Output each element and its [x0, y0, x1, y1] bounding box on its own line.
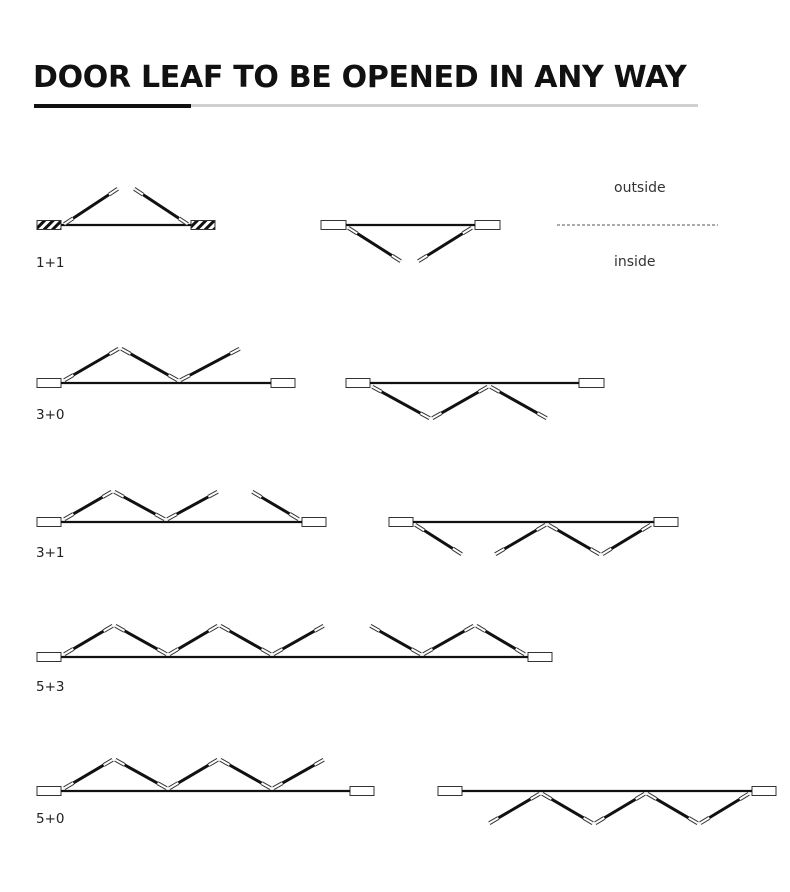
door-leaf — [73, 195, 109, 219]
door-post — [37, 518, 61, 527]
door-leaf — [143, 195, 179, 219]
legend-inside: inside — [614, 254, 656, 270]
door-post — [389, 518, 413, 527]
door-leaf — [73, 497, 102, 514]
door-leaf — [441, 392, 478, 413]
door-leaf — [124, 631, 157, 649]
door-leaf — [282, 631, 314, 649]
door-leaf — [73, 765, 103, 783]
door-post — [37, 379, 61, 388]
door-leaf — [229, 631, 261, 649]
door-post — [346, 379, 370, 388]
door-leaf — [261, 497, 289, 514]
door-post — [475, 221, 500, 230]
door-leaf — [427, 233, 463, 255]
page-title: DOOR LEAF TO BE OPENED IN ANY WAY — [33, 60, 687, 95]
door-leaf — [379, 631, 411, 649]
door-leaf — [130, 354, 168, 375]
door-post — [271, 379, 295, 388]
door-leaf — [357, 233, 392, 255]
door-leaf — [432, 631, 464, 649]
door-post — [350, 787, 374, 796]
config-label-4: 5+3 — [36, 679, 65, 695]
door-leaf — [382, 392, 421, 413]
door-leaf — [178, 631, 208, 649]
door-leaf — [178, 765, 208, 783]
config-label-1: 1+1 — [36, 255, 65, 271]
door-post — [37, 653, 61, 662]
door-leaf — [282, 765, 314, 783]
config-label-2: 3+0 — [36, 407, 65, 423]
door-leaf — [124, 497, 156, 514]
door-leaf — [424, 530, 453, 548]
door-leaf — [498, 799, 530, 818]
door-leaf — [611, 530, 641, 549]
door-post — [579, 379, 604, 388]
door-leaf — [229, 765, 261, 783]
door-post — [37, 787, 61, 796]
door-leaf — [485, 631, 515, 649]
door-post — [302, 518, 326, 527]
door-leaf — [177, 497, 209, 514]
door-leaf — [190, 354, 231, 376]
door-leaf — [551, 799, 583, 818]
door-post — [528, 653, 552, 662]
door-post — [752, 787, 776, 796]
door-post — [37, 221, 61, 230]
door-leaf — [73, 631, 103, 649]
config-label-5: 5+0 — [36, 811, 65, 827]
door-post — [438, 787, 462, 796]
door-post — [321, 221, 346, 230]
config-label-3: 3+1 — [36, 545, 65, 561]
door-leaf — [499, 392, 537, 413]
door-leaf — [656, 799, 688, 818]
door-leaf — [557, 530, 590, 549]
door-leaf — [604, 799, 635, 818]
door-leaf — [73, 354, 109, 375]
door-leaf — [124, 765, 157, 783]
door-post — [191, 221, 215, 230]
door-leaf — [709, 799, 739, 818]
door-post — [654, 518, 678, 527]
door-leaf — [504, 530, 536, 549]
legend-outside: outside — [614, 180, 666, 196]
